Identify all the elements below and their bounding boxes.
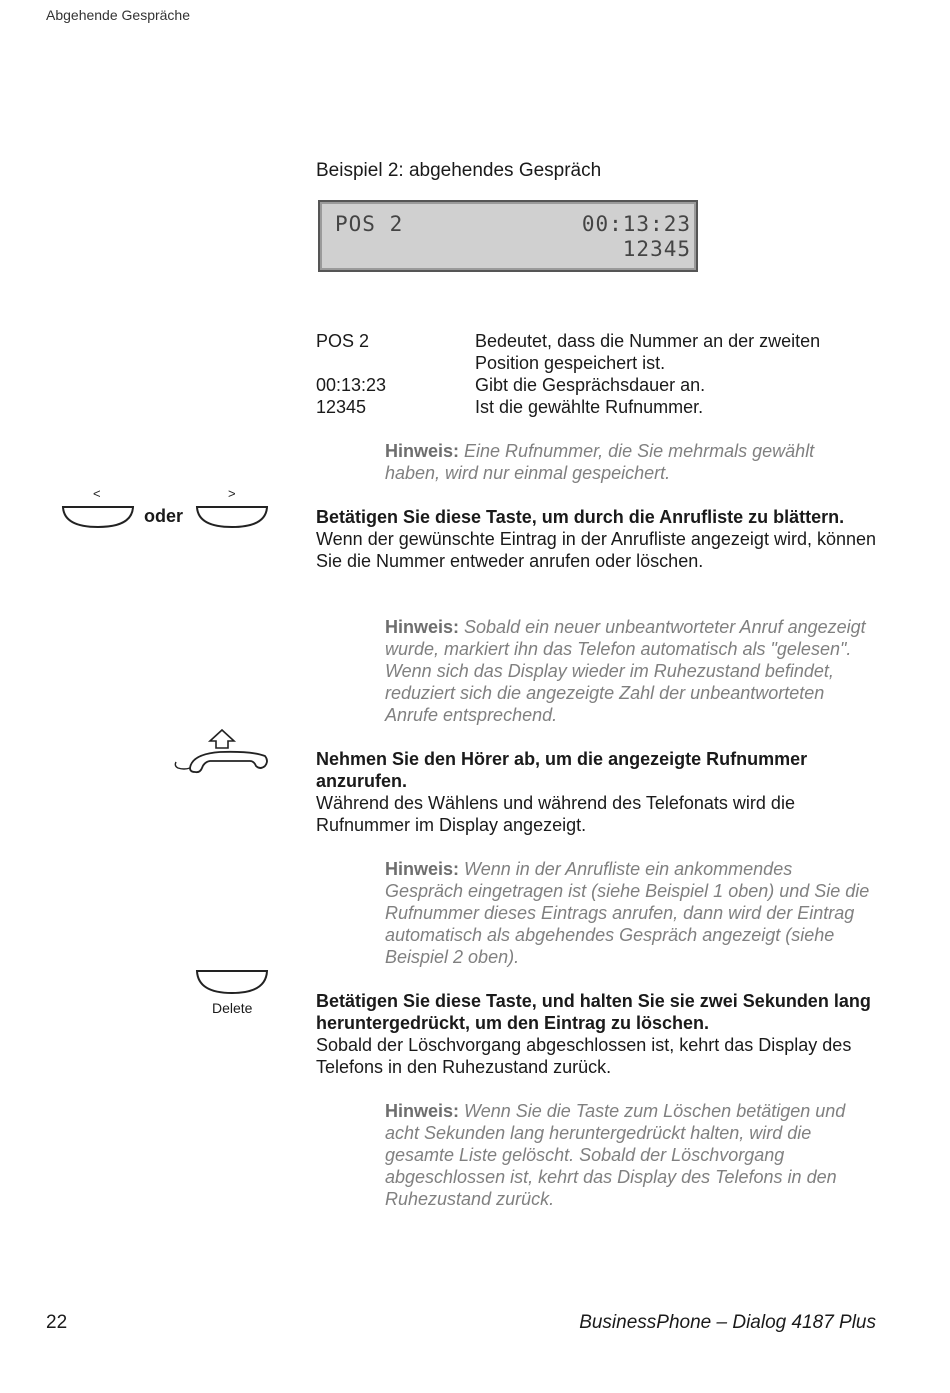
- hint-text: Wenn in der Anrufliste ein ankommendes Gespräch eingetragen ist (siehe Beispiel 1 oben) und Sie die Rufnummer dieses Eintrags anrufen, dann wird der Eintrag automatisch als abgehendes Gespräch angezeigt (siehe Beispiel 2 oben).: [385, 859, 870, 967]
- hint-label: Hinweis:: [385, 1101, 460, 1121]
- right-arrow-key-icon[interactable]: [194, 504, 270, 530]
- hint-label: Hinweis:: [385, 617, 460, 637]
- display-position: POS 2: [335, 212, 404, 236]
- footer-product-title: BusinessPhone – Dialog 4187 Plus: [579, 1312, 876, 1333]
- hint-text: Wenn Sie die Taste zum Löschen betätigen und acht Sekunden lang heruntergedrückt halten, wird die gesamte Liste gelöscht. Sobald der Löschvorgang abgeschlossen ist, kehrt das Display des Telefons in den Ruhezustand zurück.: [385, 1101, 846, 1209]
- section-header: Abgehende Gespräche: [46, 7, 190, 23]
- right-arrow-label: >: [228, 486, 236, 501]
- hint-text: Eine Rufnummer, die Sie mehrmals gewählt haben, wird nur einmal gespeichert.: [385, 441, 815, 483]
- hint-note: [385, 1100, 875, 1210]
- example-title: Beispiel 2: abgehendes Gespräch: [316, 160, 602, 181]
- definition-desc: Gibt die Gesprächsdauer an.: [475, 375, 706, 395]
- display-duration: 00:13:23: [581, 212, 691, 236]
- step-text: Sobald der Löschvorgang abgeschlossen ist, kehrt das Display des Telefons in den Ruhezustand zurück.: [316, 1035, 852, 1077]
- hint-note: [385, 858, 875, 968]
- oder-label: oder: [144, 506, 184, 526]
- step-text: Während des Wählens und während des Telefonats wird die Rufnummer im Display angezeigt.: [316, 793, 795, 835]
- definition-desc: Ist die gewählte Rufnummer.: [475, 397, 704, 417]
- hint-note: [385, 616, 875, 726]
- hint-text: Sobald ein neuer unbeantworteter Anruf angezeigt wurde, markiert ihn das Telefon automatisch als "gelesen". Wenn sich das Display wieder im Ruhezustand befindet, reduziert sich die angezeigte Zahl der unbeantworteten Anrufe entsprechend.: [385, 617, 866, 725]
- step-instruction: [316, 506, 886, 572]
- phone-display: [318, 200, 698, 272]
- definition-term: POS 2: [316, 331, 370, 351]
- left-arrow-key-icon[interactable]: [60, 504, 136, 530]
- handset-lift-icon[interactable]: [170, 726, 274, 776]
- delete-key-label: Delete: [212, 1000, 253, 1016]
- definition-term: 00:13:23: [316, 375, 387, 395]
- definition-term: 12345: [316, 397, 367, 417]
- step-bold: Betätigen Sie diese Taste, um durch die Anrufliste zu blättern.: [316, 507, 845, 527]
- step-instruction: [316, 990, 886, 1078]
- page-number: 22: [46, 1312, 68, 1333]
- display-number: 12345: [622, 237, 691, 261]
- definition-desc: Bedeutet, dass die Nummer an der zweiten Position gespeichert ist.: [475, 331, 821, 373]
- step-instruction: [316, 748, 886, 836]
- delete-key-icon[interactable]: [194, 968, 270, 996]
- hint-label: Hinweis:: [385, 859, 460, 879]
- hint-note: [385, 440, 855, 484]
- step-bold: Nehmen Sie den Hörer ab, um die angezeigte Rufnummer anzurufen.: [316, 749, 808, 791]
- step-text: Wenn der gewünschte Eintrag in der Anrufliste angezeigt wird, können Sie die Nummer entweder anrufen oder löschen.: [316, 529, 877, 571]
- step-bold: Betätigen Sie diese Taste, und halten Sie sie zwei Sekunden lang heruntergedrückt, um den Eintrag zu löschen.: [316, 991, 871, 1033]
- left-arrow-label: <: [93, 486, 101, 501]
- hint-label: Hinweis:: [385, 441, 460, 461]
